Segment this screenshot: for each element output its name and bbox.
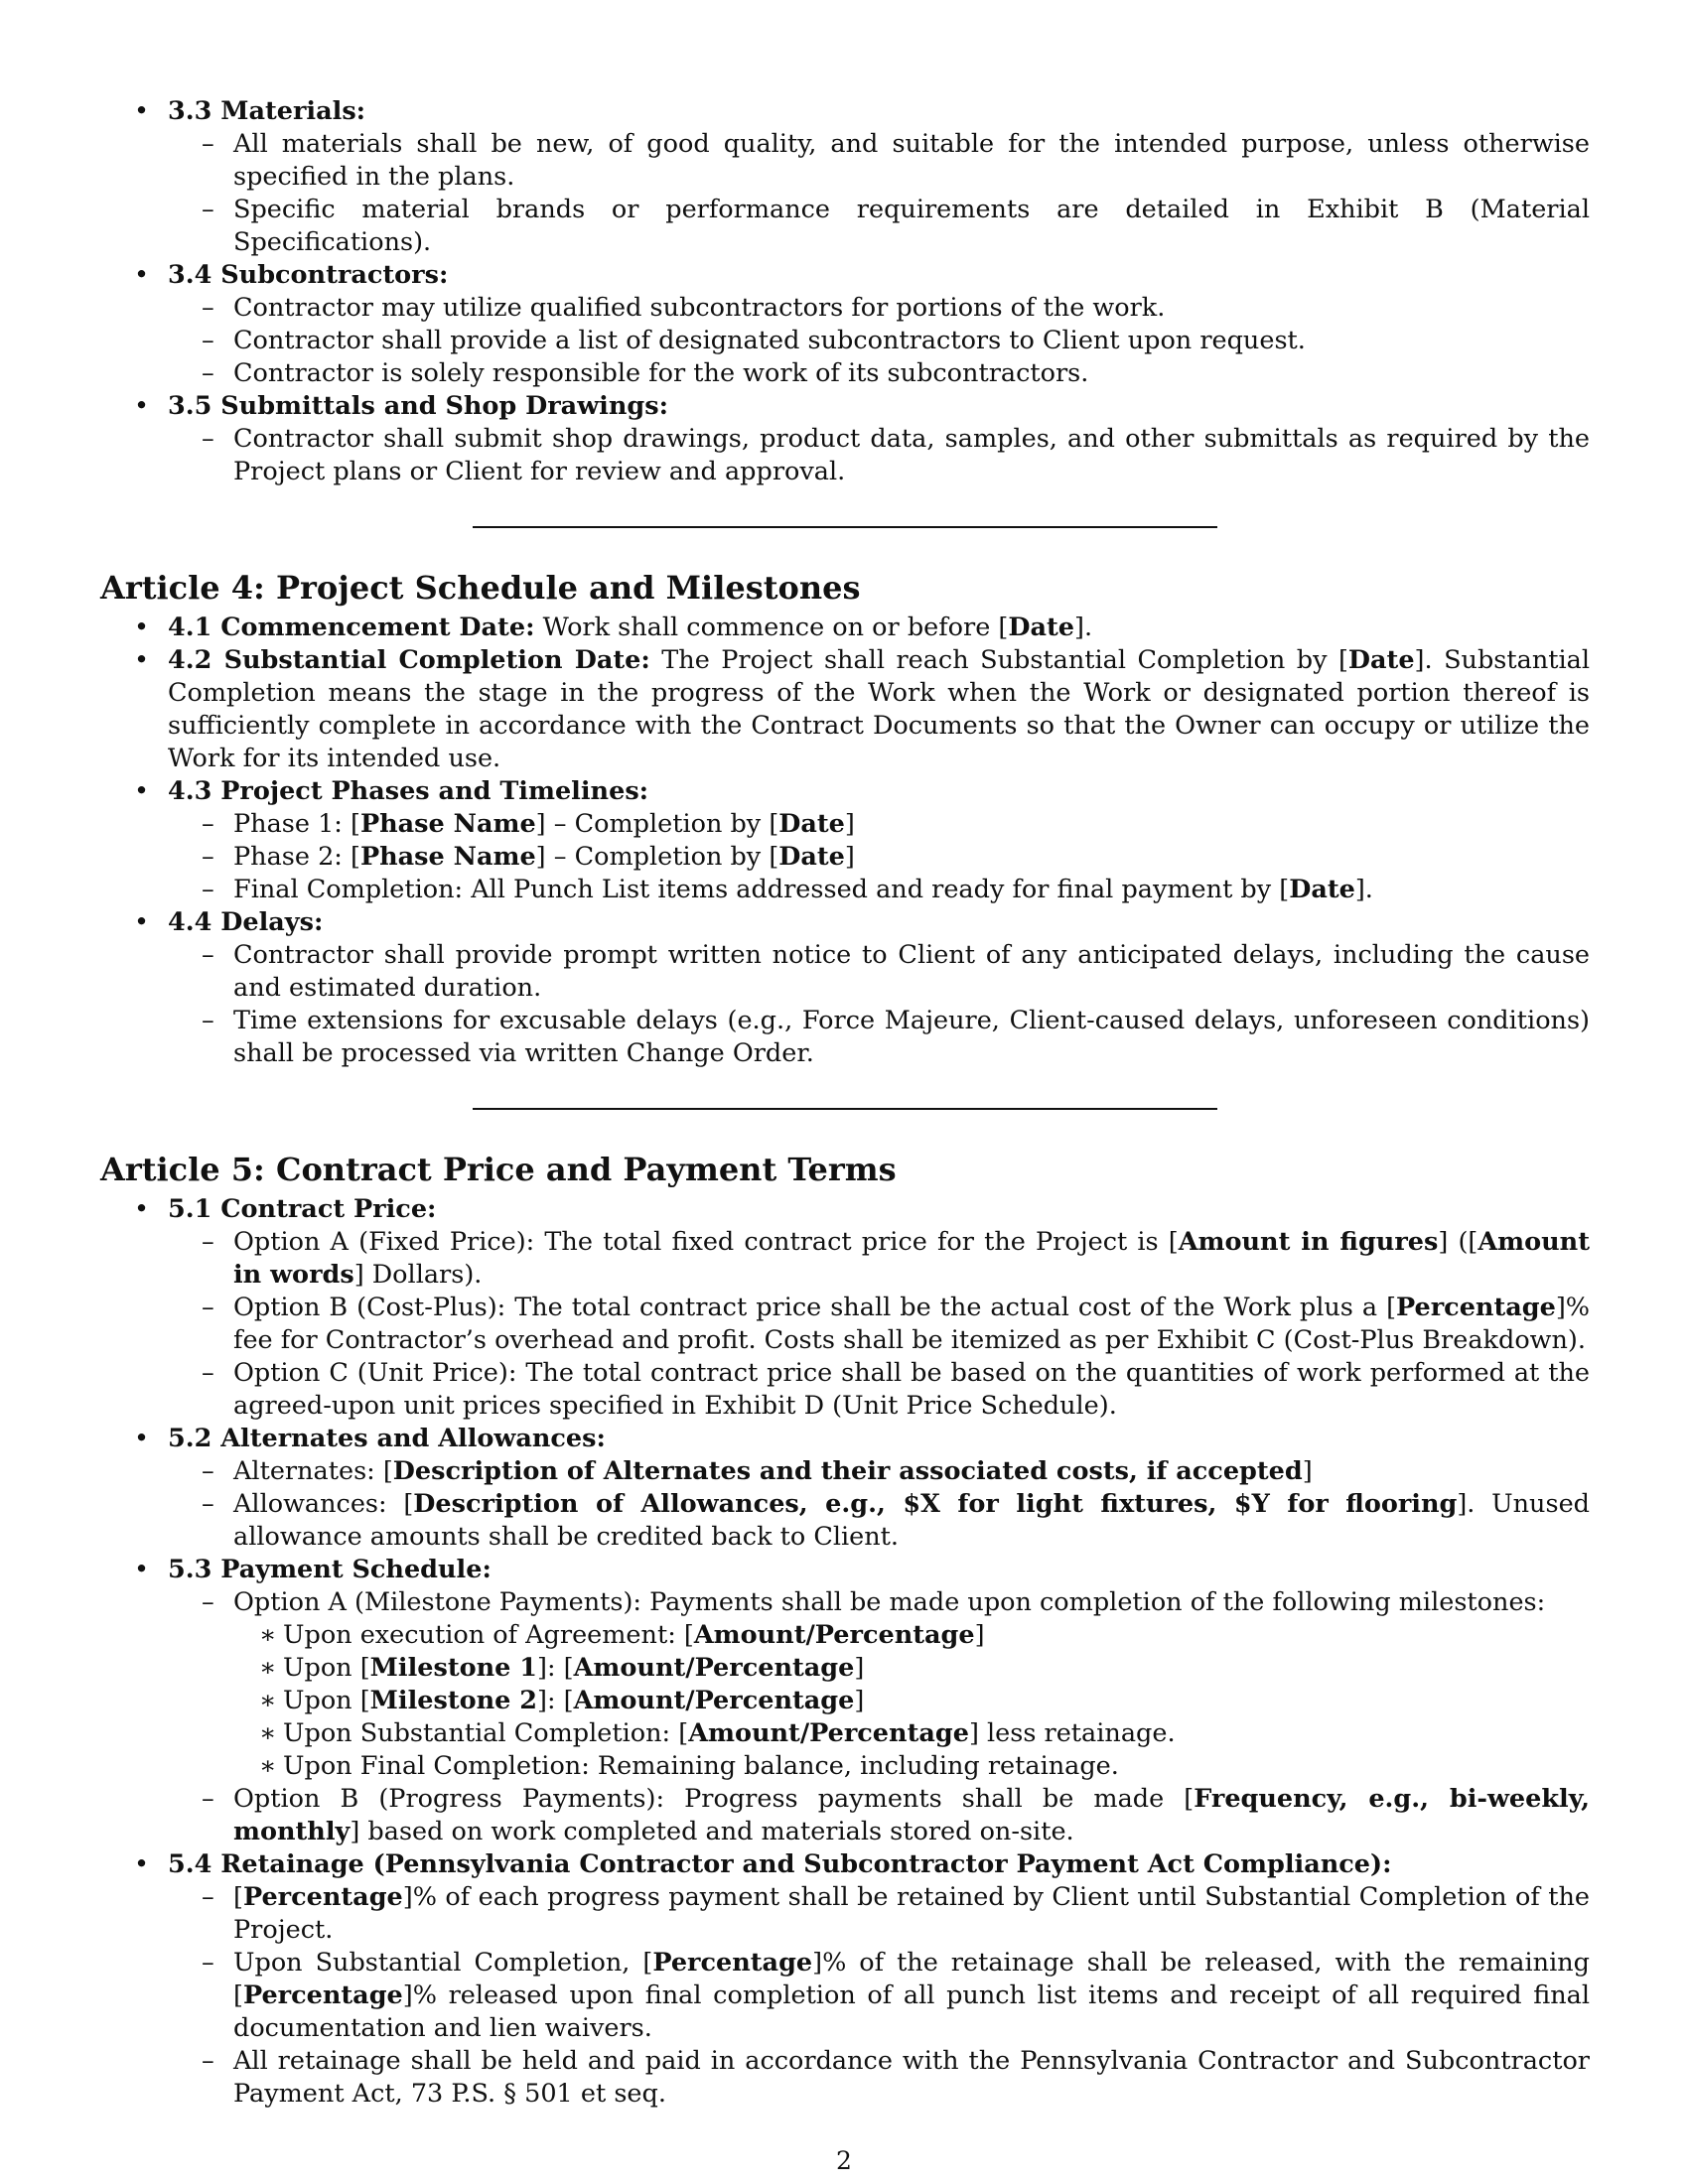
list-item: – Upon Substantial Completion, [Percentage]% of the retainage shall be released, with the remaining [Percentage]% released upon final completion of all punch list items and receipt of all required final documentation and lien waivers. bbox=[168, 1947, 1590, 2045]
section-title: 3.3 Materials: bbox=[168, 96, 366, 126]
section-title: 5.2 Alternates and Allowances: bbox=[168, 1424, 606, 1453]
list-item: – Contractor shall provide a list of designated subcontractors to Client upon request. bbox=[168, 325, 1590, 357]
section-title: 4.4 Delays: bbox=[168, 907, 324, 937]
list-item: – Contractor shall provide prompt written notice to Client of any anticipated delays, including the cause and estimated duration. bbox=[168, 939, 1590, 1005]
milestone-item: ∗ Upon [Milestone 1]: [Amount/Percentage] bbox=[233, 1652, 1590, 1685]
list-item: – All retainage shall be held and paid in accordance with the Pennsylvania Contractor and Subcontractor Payment Act, 73 P.S. § 501 et seq. bbox=[168, 2045, 1590, 2111]
section-title: 3.4 Subcontractors: bbox=[168, 260, 449, 290]
list-item: – Phase 2: [Phase Name] – Completion by [Date] bbox=[168, 841, 1590, 874]
page-number: 2 bbox=[836, 2146, 852, 2175]
section-4-3 bbox=[100, 775, 1590, 906]
section-3-4 bbox=[100, 259, 1590, 390]
list-item: – Option C (Unit Price): The total contract price shall be based on the quantities of work performed at the agreed-upon unit prices specified in Exhibit D (Unit Price Schedule). bbox=[168, 1357, 1590, 1423]
list-item: – All materials shall be new, of good quality, and suitable for the intended purpose, unless otherwise specified in the plans. bbox=[168, 128, 1590, 194]
article-4-heading: Article 4: Project Schedule and Milestones bbox=[100, 569, 861, 607]
article-4-body bbox=[100, 612, 1590, 1070]
milestone-item: ∗ Upon Substantial Completion: [Amount/Percentage] less retainage. bbox=[233, 1717, 1590, 1750]
list-item: – Allowances: [Description of Allowances, e.g., $X for light fixtures, $Y for flooring]. Unused allowance amounts shall be credited back to Client. bbox=[168, 1488, 1590, 1554]
section-5-1 bbox=[100, 1193, 1590, 1423]
section-title: 5.1 Contract Price: bbox=[168, 1194, 437, 1224]
list-item: – Option B (Cost-Plus): The total contract price shall be the actual cost of the Work plus a [Percentage]% fee for Contractor’s overhead and profit. Costs shall be itemized as per Exhibit C (Cost-Plus Breakdown). bbox=[168, 1292, 1590, 1357]
list-item: – Final Completion: All Punch List items addressed and ready for final payment by [Date]. bbox=[168, 874, 1590, 906]
article-5-heading: Article 5: Contract Price and Payment Terms bbox=[100, 1151, 897, 1188]
list-item: – Contractor shall submit shop drawings, product data, samples, and other submittals as required by the Project plans or Client for review and approval. bbox=[168, 423, 1590, 488]
section-title: 5.4 Retainage (Pennsylvania Contractor and Subcontractor Payment Act Compliance): bbox=[168, 1849, 1392, 1879]
section-title: 4.3 Project Phases and Timelines: bbox=[168, 776, 649, 806]
document-page bbox=[100, 95, 1590, 2111]
list-item: – Specific material brands or performance requirements are detailed in Exhibit B (Material Specifications). bbox=[168, 194, 1590, 259]
section-4-1: • 4.1 Commencement Date: Work shall commence on or before [Date]. bbox=[100, 612, 1590, 644]
section-5-3 bbox=[100, 1554, 1590, 1848]
section-title: 5.3 Payment Schedule: bbox=[168, 1555, 492, 1584]
section-title: 3.5 Submittals and Shop Drawings: bbox=[168, 391, 668, 421]
list-item: – Contractor is solely responsible for the work of its subcontractors. bbox=[168, 357, 1590, 390]
section-4-4 bbox=[100, 906, 1590, 1070]
article-3-continued bbox=[100, 95, 1590, 488]
list-item: – Alternates: [Description of Alternates and their associated costs, if accepted] bbox=[168, 1455, 1590, 1488]
article-5-body bbox=[100, 1193, 1590, 2111]
list-item: – Contractor may utilize qualified subcontractors for portions of the work. bbox=[168, 292, 1590, 325]
list-item: – Phase 1: [Phase Name] – Completion by [Date] bbox=[168, 808, 1590, 841]
milestone-item: ∗ Upon execution of Agreement: [Amount/Percentage] bbox=[233, 1619, 1590, 1652]
list-item: – Option A (Milestone Payments): Payments shall be made upon completion of the following milestones: ∗ Upon execution of Agreement: [Amount/Percentage] ∗ Upon [Milestone 1]: [Amount/Percentage] ∗ Upon [Milestone 2]: [Amount/Percentage] ∗ Upon Substantial Completion: [Amount/Percentage] less retainage. ∗ Upon Final Completion: Remaining balance, including retainage. bbox=[168, 1586, 1590, 1783]
section-3-5 bbox=[100, 390, 1590, 488]
section-5-4 bbox=[100, 1848, 1590, 2111]
list-item: – Time extensions for excusable delays (e.g., Force Majeure, Client-caused delays, unforeseen conditions) shall be processed via written Change Order. bbox=[168, 1005, 1590, 1070]
section-5-2 bbox=[100, 1423, 1590, 1554]
list-item: – Option B (Progress Payments): Progress payments shall be made [Frequency, e.g., bi-weekly, monthly] based on work completed and materials stored on-site. bbox=[168, 1783, 1590, 1848]
milestone-item: ∗ Upon Final Completion: Remaining balance, including retainage. bbox=[233, 1750, 1590, 1783]
list-item: – Option A (Fixed Price): The total fixed contract price for the Project is [Amount in figures] ([Amount in words] Dollars). bbox=[168, 1226, 1590, 1292]
section-3-3 bbox=[100, 95, 1590, 259]
list-item: – [Percentage]% of each progress payment shall be retained by Client until Substantial Completion of the Project. bbox=[168, 1881, 1590, 1947]
milestone-item: ∗ Upon [Milestone 2]: [Amount/Percentage] bbox=[233, 1685, 1590, 1717]
section-4-2: • 4.2 Substantial Completion Date: The Project shall reach Substantial Completion by [Date]. Substantial Completion means the stage in the progress of the Work when the Work or designated portion thereof is sufficiently complete in accordance with the Contract Documents so that the Owner can occupy or utilize the Work for its intended use. bbox=[100, 644, 1590, 775]
